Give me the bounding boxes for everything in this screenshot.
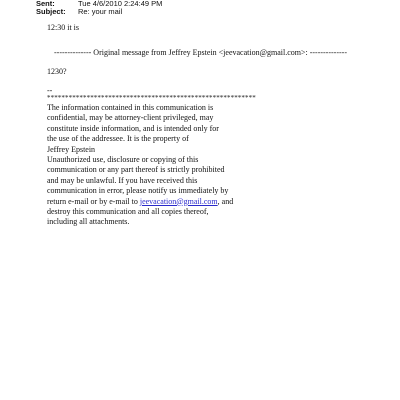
subject-label: Subject: (36, 7, 66, 16)
disclaimer-text: , and (217, 196, 234, 206)
email-link[interactable]: jeevacation@gmail.com (139, 196, 218, 206)
disclaimer-text: return e-mail or by e-mail to (47, 196, 140, 206)
disclaimer-line: communication in error, please notify us immediately by (47, 186, 229, 196)
reply-text: 12:30 it is (47, 23, 80, 32)
subject-row (36, 7, 122, 16)
disclaimer-line: Jeffrey Epstein (47, 144, 96, 154)
disclaimer-line: confidential, may be attorney-client privileged, may (47, 113, 214, 123)
disclaimer-line: Unauthorized use, disclosure or copying of this (47, 155, 199, 165)
original-message-line: -------------- Original message from Jeffrey Epstein <jeevacation@gmail.com>: -------------- (54, 48, 347, 57)
signature-separator: -- (47, 86, 53, 95)
disclaimer-line (47, 197, 233, 207)
asterisk-rule: ********************************************************** (47, 94, 256, 102)
disclaimer-line: constitute inside information, and is intended only for (47, 123, 219, 133)
disclaimer-line: the use of the addressee. It is the property of (47, 134, 189, 144)
confidentiality-disclaimer (47, 103, 233, 228)
sent-value: Tue 4/6/2010 2:24:49 PM (78, 0, 163, 8)
disclaimer-line: The information contained in this communication is (47, 103, 214, 112)
quoted-text: 1230? (47, 67, 67, 76)
disclaimer-line: destroy this communication and all copies thereof, (47, 207, 209, 217)
disclaimer-line: and may be unlawful. If you have received this (47, 175, 198, 185)
disclaimer-line: including all attachments. (47, 217, 130, 227)
disclaimer-line: communication or any part thereof is strictly prohibited (47, 165, 225, 175)
sent-label: Sent: (36, 0, 55, 8)
subject-value: Re: your mail (78, 7, 123, 16)
